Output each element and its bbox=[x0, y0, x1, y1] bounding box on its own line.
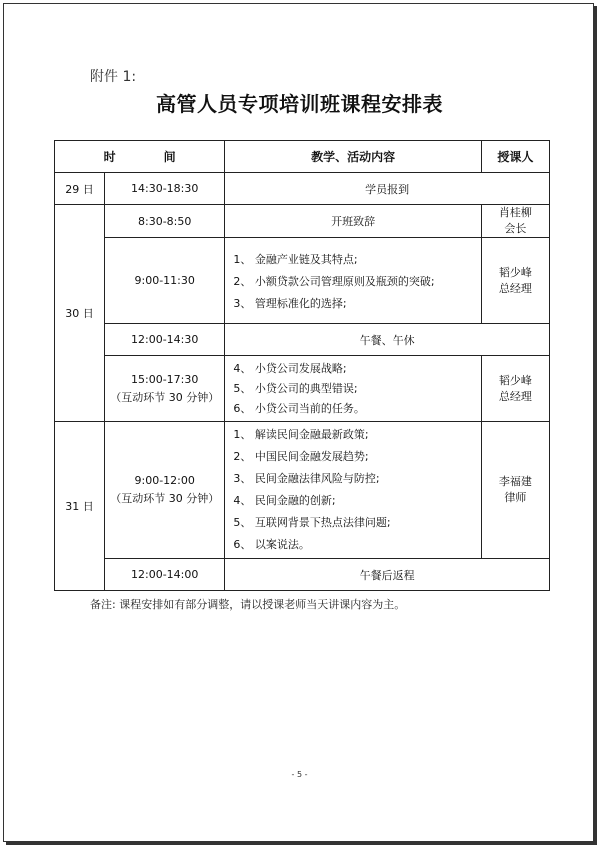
table-row bbox=[55, 173, 550, 205]
teacher-name: 肖桂柳 bbox=[498, 206, 532, 219]
list-item: 3、 民间金融法律风险与防控; bbox=[233, 472, 380, 485]
teacher-name: 韬少峰 bbox=[498, 265, 532, 279]
teacher-title: 总经理 bbox=[498, 389, 532, 403]
content-cell bbox=[225, 356, 482, 422]
header-time-left: 时 bbox=[103, 150, 116, 164]
header-time-right: 间 bbox=[163, 150, 176, 164]
footnote: 备注: 课程安排如有部分调整，请以授课老师当天讲课内容为主。 bbox=[90, 598, 406, 611]
list-item: 4、 小贷公司发展战略; bbox=[233, 361, 347, 375]
table-header-row bbox=[55, 141, 550, 173]
list-item: 3、 管理标准化的选择; bbox=[233, 296, 347, 310]
content-cell bbox=[225, 422, 482, 559]
teacher-cell bbox=[481, 205, 549, 238]
teacher-cell bbox=[481, 356, 549, 422]
teacher-cell bbox=[481, 422, 549, 559]
time-cell: 12:00-14:00 bbox=[105, 559, 225, 591]
time-note: （互动环节 30 分钟） bbox=[110, 390, 220, 404]
list-item: 5、 互联网背景下热点法律问题; bbox=[233, 516, 391, 529]
time-cell: 14:30-18:30 bbox=[105, 173, 225, 205]
document-title: 高管人员专项培训班课程安排表 bbox=[156, 92, 443, 116]
time-cell bbox=[105, 422, 225, 559]
teacher-title: 总经理 bbox=[498, 281, 532, 295]
list-item: 2、 小额贷款公司管理原则及瓶颈的突破; bbox=[233, 274, 435, 288]
header-time bbox=[55, 141, 225, 173]
content-cell: 午餐后返程 bbox=[225, 559, 550, 591]
content-cell: 开班致辞 bbox=[225, 205, 482, 238]
table-row bbox=[55, 356, 550, 422]
content-cell: 学员报到 bbox=[225, 173, 550, 205]
page-number: - 5 - bbox=[291, 770, 308, 779]
table-row bbox=[55, 238, 550, 324]
content-cell: 午餐、午休 bbox=[225, 324, 550, 356]
attachment-label: 附件 1: bbox=[90, 69, 137, 85]
date-cell-31: 31 日 bbox=[55, 422, 105, 591]
time-cell: 8:30-8:50 bbox=[105, 205, 225, 238]
content-cell bbox=[225, 238, 482, 324]
teacher-title: 律师 bbox=[504, 491, 527, 504]
table-row bbox=[55, 205, 550, 238]
header-content: 教学、活动内容 bbox=[225, 141, 482, 173]
time-note: （互动环节 30 分钟） bbox=[110, 492, 220, 505]
table-row bbox=[55, 422, 550, 559]
time-range: 9:00-12:00 bbox=[134, 474, 195, 487]
list-item: 5、 小贷公司的典型错误; bbox=[233, 381, 358, 395]
list-item: 6、 小贷公司当前的任务。 bbox=[233, 401, 365, 415]
time-cell bbox=[105, 356, 225, 422]
table-row bbox=[55, 559, 550, 591]
list-item: 1、 解读民间金融最新政策; bbox=[233, 428, 369, 441]
header-teacher: 授课人 bbox=[481, 141, 549, 173]
list-item: 2、 中国民间金融发展趋势; bbox=[233, 450, 369, 463]
teacher-name: 李福建 bbox=[498, 475, 532, 488]
teacher-cell bbox=[481, 238, 549, 324]
teacher-title: 会长 bbox=[504, 222, 527, 235]
time-cell: 12:00-14:30 bbox=[105, 324, 225, 356]
date-cell-30: 30 日 bbox=[55, 205, 105, 422]
teacher-name: 韬少峰 bbox=[498, 373, 532, 387]
list-item: 6、 以案说法。 bbox=[233, 538, 310, 551]
date-cell-29: 29 日 bbox=[55, 173, 105, 205]
list-item: 1、 金融产业链及其特点; bbox=[233, 252, 358, 266]
time-range: 15:00-17:30 bbox=[131, 372, 199, 386]
list-item: 4、 民间金融的创新; bbox=[233, 494, 336, 507]
schedule-table bbox=[54, 140, 550, 591]
table-row bbox=[55, 324, 550, 356]
time-cell: 9:00-11:30 bbox=[105, 238, 225, 324]
